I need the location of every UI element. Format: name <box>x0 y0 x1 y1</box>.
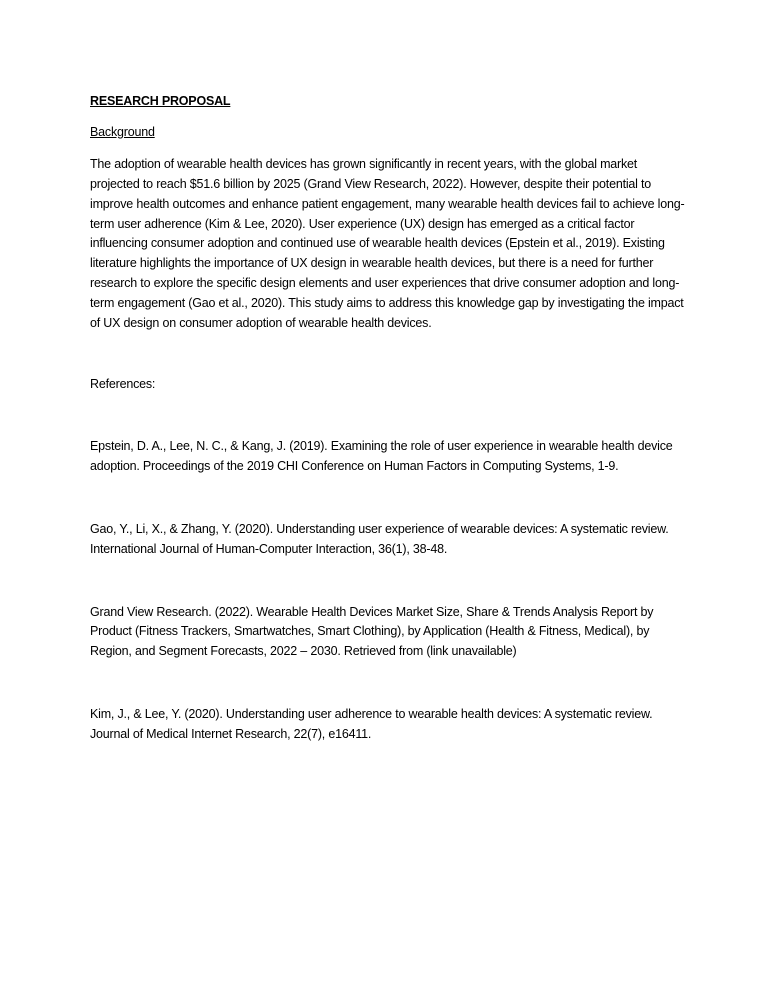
section-heading-background: Background <box>90 124 155 139</box>
reference-entry-grand-view-research: Grand View Research. (2022). Wearable Health Devices Market Size, Share & Trends Analysis Report by Product (Fitness Trackers, Smartwatches, Smart Clothing), by Application (Health & Fitness, Medical), by Region, and Segment Forecasts, 2022 – 2030. Retrieved from (link unavailable) <box>90 604 654 659</box>
document-title: RESEARCH PROPOSAL <box>90 94 231 108</box>
background-paragraph: The adoption of wearable health devices has grown significantly in recent years, with the global market projected to reach $51.6 billion by 2025 (Grand View Research, 2022). However, despite their potential to improve health outcomes and enhance patient engagement, many wearable health devices fail to achieve long-term user adherence (Kim & Lee, 2020). User experience (UX) design has emerged as a critical factor influencing consumer adoption and continued use of wearable health devices (Epstein et al., 2019). Existing literature highlights the importance of UX design in wearable health devices, but there is a need for further research to explore the specific design elements and user experiences that drive consumer adoption and long-term engagement (Gao et al., 2020). This study aims to address this knowledge gap by investigating the impact of UX design on consumer adoption of wearable health devices. <box>90 156 685 331</box>
reference-entry-gao: Gao, Y., Li, X., & Zhang, Y. (2020). Understanding user experience of wearable devices: A systematic review. International Journal of Human-Computer Interaction, 36(1), 38-48. <box>90 521 669 556</box>
references-heading: References: <box>90 376 156 391</box>
reference-entry-kim: Kim, J., & Lee, Y. (2020). Understanding user adherence to wearable health devices: A systematic review. Journal of Medical Internet Research, 22(7), e16411. <box>90 707 653 742</box>
reference-entry-epstein: Epstein, D. A., Lee, N. C., & Kang, J. (2019). Examining the role of user experience in wearable health device adoption. Proceedings of the 2019 CHI Conference on Human Factors in Computing Systems, 1-9. <box>90 438 673 473</box>
